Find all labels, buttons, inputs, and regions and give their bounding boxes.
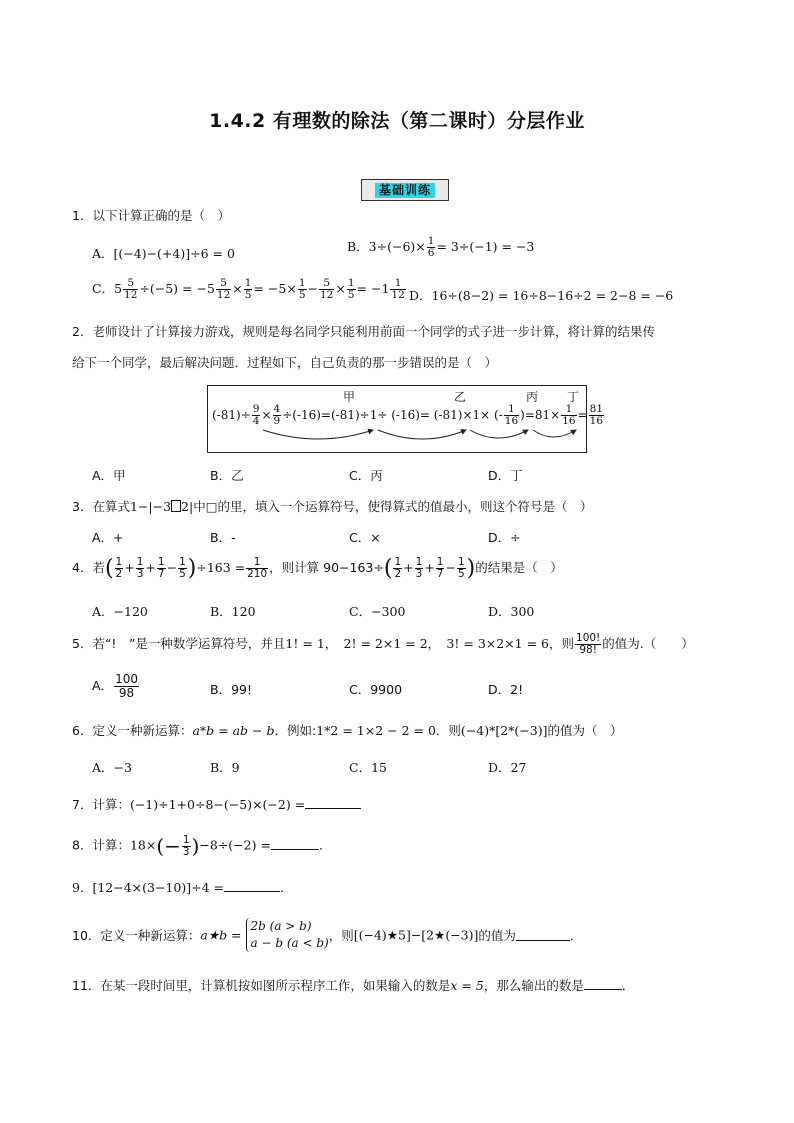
- relay-frac-4-9: $\frac{4}{9}$: [273, 403, 281, 427]
- q1-c-frac4: $\frac{1}{5}$: [298, 277, 306, 301]
- relay-expression: (-81)÷ $\frac{9}{4}$ × $\frac{4}{9}$ ÷(-16)=(-81)÷1÷ (-16)= (-81)×1× (- $\frac{1}{16}$ )=81× $\frac{1}{16}$ = $\frac{81}{16}$: [212, 403, 604, 427]
- arrow-bing: [470, 430, 528, 438]
- q2-option-c[interactable]: C．丙: [349, 468, 383, 483]
- q4-option-d[interactable]: D．300: [488, 604, 535, 619]
- q10-piecewise: 2b (a > b) a − b (a < b): [246, 918, 329, 952]
- q1-b-post: = 3÷(−1) = −3: [436, 239, 535, 254]
- q1-option-a[interactable]: A．[(−4)−(+4)]÷6 = 0: [92, 246, 235, 261]
- label-yi: 乙: [454, 390, 467, 404]
- q3-option-c[interactable]: C．×: [349, 530, 381, 545]
- q5-option-d[interactable]: D．2!: [488, 682, 524, 697]
- q5-option-c[interactable]: C．9900: [349, 682, 403, 697]
- arrow-jia: [263, 430, 373, 439]
- q1-c-frac2: $\frac{5}{12}$: [216, 277, 231, 301]
- q9-stem: 9．[12−4×(3−10)]÷4 = ．: [72, 880, 293, 895]
- q1-c-frac3: $\frac{1}{5}$: [244, 277, 252, 301]
- q6-option-b[interactable]: B．9: [210, 760, 240, 775]
- q1-c-int: 5: [114, 281, 123, 296]
- q1-c-frac1: $\frac{5}{12}$: [124, 277, 138, 301]
- page-title: 1.4.2 有理数的除法（第二课时）分层作业: [209, 110, 585, 132]
- q1-c-mid4: −: [307, 281, 318, 296]
- q1-c-frac7: $\frac{1}{12}$: [391, 277, 405, 301]
- q4-option-a[interactable]: A．−120: [92, 604, 148, 619]
- q7-answer-blank[interactable]: [305, 797, 361, 809]
- q9-answer-blank[interactable]: [224, 880, 280, 892]
- q1-c-mid5: ×: [335, 281, 346, 296]
- arrow-ding: [533, 430, 576, 437]
- q2-stem-line2: 给下一个同学，最后解决问题．过程如下，自己负责的那一步错误的是（ ）: [72, 355, 498, 370]
- relay-frac-1-16-a: $\frac{1}{16}$: [504, 403, 519, 427]
- q11-stem: 11．在某一段时间里，计算机按如图所示程序工作，如果输入的数是x = 5，那么输出的数是 ．: [72, 978, 635, 993]
- q6-stem: 6．定义一种新运算：a*b = ab − b．例如:1*2 = 1×2 − 2 = 0．则(−4)*[2*(−3)]的值为（ ）: [72, 723, 623, 738]
- relay-frac-1-16-b: $\frac{1}{16}$: [562, 403, 576, 427]
- q1-stem: 1．以下计算正确的是（ ）: [72, 208, 230, 223]
- q1-c-mid6: = −1: [356, 281, 390, 296]
- q4-stem: 4．若( $\frac{1}{2}$ + $\frac{1}{3}$ + $\frac{1}{7}$ − $\frac{1}{5}$ )÷163 = $\frac{1}{210}$ ，则计算 90−163÷( $\frac{1}{2}$ + $\frac{1}{3}$ + $\frac{1}{7}$ − $\frac{1}{5}$ )的结果是（ ）: [72, 556, 563, 581]
- q10-answer-blank[interactable]: [516, 929, 570, 941]
- relay-frac-81-16: $\frac{81}{16}$: [589, 403, 604, 427]
- q2-option-b[interactable]: B．乙: [210, 468, 244, 483]
- q5-option-b[interactable]: B．99!: [210, 682, 252, 697]
- q3-option-d[interactable]: D．÷: [488, 530, 521, 545]
- q11-answer-blank[interactable]: [584, 978, 622, 990]
- label-jia: 甲: [343, 390, 356, 404]
- arrow-yi: [378, 430, 466, 439]
- q2-option-d[interactable]: D．丁: [488, 468, 523, 483]
- q1-b-pre: B．3÷(−6)×: [347, 239, 426, 254]
- q1-c-label: C．: [92, 281, 115, 296]
- q3-stem: 3．在算式1−|−3 2|中□的里，填入一个运算符号，使得算式的值最小，则这个符号是（ ）: [72, 499, 593, 514]
- q1-b-fraction: $\frac{1}{6}$: [427, 235, 435, 259]
- q1-option-d[interactable]: D．16÷(8−2) = 16÷8−16÷2 = 2−8 = −6: [409, 288, 674, 303]
- q1-c-frac5: $\frac{5}{12}$: [320, 277, 334, 301]
- blank-box-icon: [171, 500, 181, 512]
- q1-c-mid1: ÷(−5) = −5: [139, 281, 215, 296]
- section-badge: [361, 179, 449, 201]
- relay-diagram: [207, 385, 604, 453]
- q6-option-c[interactable]: C．15: [349, 760, 387, 775]
- q8-answer-blank[interactable]: [271, 838, 319, 850]
- relay-frac-9-4: $\frac{9}{4}$: [252, 403, 260, 427]
- q1-c-mid3: = −5×: [253, 281, 297, 296]
- q10-stem: 10．定义一种新运算：a★b = 2b (a > b) a − b (a < b) ，则[(−4)★5]−[2★(−3)]的值为 ．: [72, 919, 583, 950]
- q5-stem: 5．若“! ”是一种数学运算符号，并且1! = 1， 2! = 2×1 = 2， 3! = 3×2×1 = 6，则 $\frac{100!}{98!}$ 的值为.（ ）: [72, 632, 694, 656]
- q4-option-b[interactable]: B．120: [210, 604, 256, 619]
- section-label: 基础训练: [375, 183, 435, 198]
- q7-stem: 7．计算：(−1)÷1+0÷8−(−5)×(−2) =: [72, 795, 361, 813]
- q8-stem: 8．计算：18×(− $\frac{1}{3}$ )−8÷(−2) = ．: [72, 833, 332, 858]
- q2-stem-line1: 2．老师设计了计算接力游戏，规则是每名同学只能利用前面一个同学的式子进一步计算，将计算的结果传: [72, 324, 655, 339]
- q6-option-a[interactable]: A．−3: [92, 760, 132, 775]
- q2-option-a[interactable]: A．甲: [92, 468, 126, 483]
- q3-option-a[interactable]: A．+: [92, 530, 124, 545]
- q1-option-c[interactable]: [92, 278, 407, 301]
- q4-option-c[interactable]: C．−300: [349, 604, 406, 619]
- q1-option-b[interactable]: [347, 236, 534, 259]
- label-ding: 丁: [567, 390, 580, 404]
- q1-c-frac6: $\frac{1}{5}$: [347, 277, 355, 301]
- q6-option-d[interactable]: D．27: [488, 760, 527, 775]
- label-bing: 丙: [526, 390, 539, 404]
- q1-c-mid2: ×: [232, 281, 243, 296]
- q3-option-b[interactable]: B．-: [210, 530, 236, 545]
- q5-option-a[interactable]: A． $\frac{100}{98}$: [92, 672, 138, 700]
